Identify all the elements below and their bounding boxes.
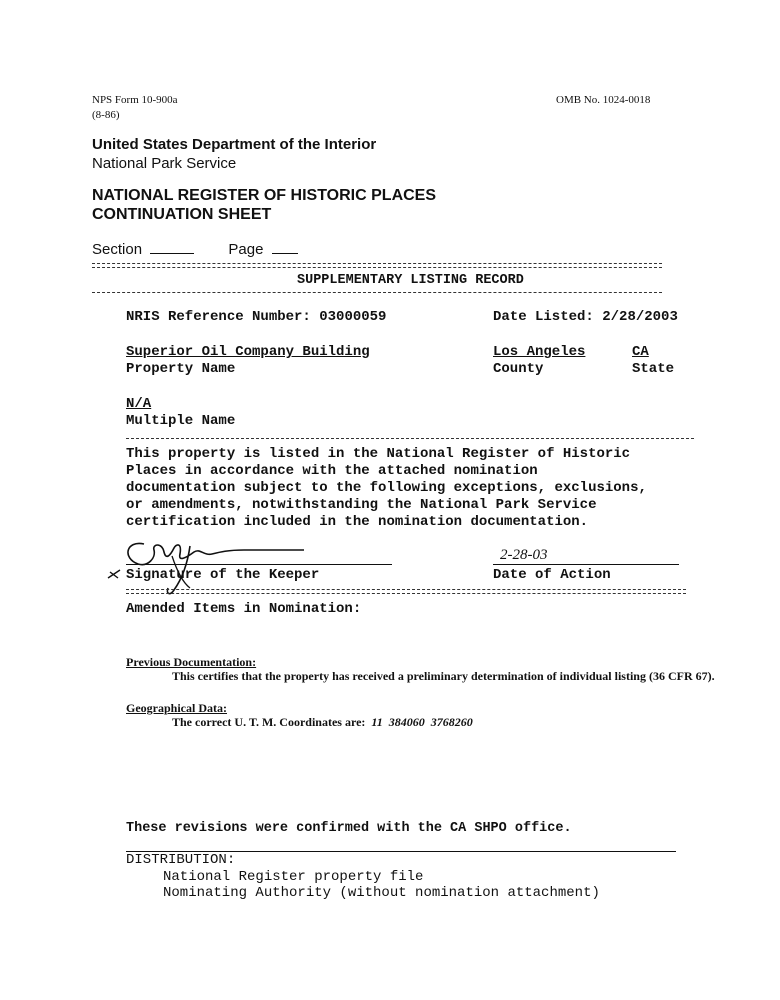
- geo-text-label: The correct U. T. M. Coordinates are:: [172, 715, 366, 729]
- statement-line-2: Places in accordance with the attached nomination: [126, 463, 538, 479]
- action-date-line: [493, 564, 679, 565]
- date-listed: [493, 309, 678, 325]
- amended-heading: Amended Items in Nomination:: [126, 601, 362, 617]
- geo-heading: Geographical Data:: [126, 701, 227, 715]
- distribution-item: National Register property file: [163, 869, 424, 885]
- page-label: Page: [228, 241, 264, 258]
- distribution-label: DISTRIBUTION:: [126, 852, 236, 868]
- section-page-line: [92, 241, 298, 258]
- date-listed-label: Date Listed:: [493, 309, 594, 325]
- nris-label: NRIS Reference Number:: [126, 309, 311, 325]
- omb-number: OMB No. 1024-0018: [556, 94, 651, 106]
- state-value: CA: [632, 344, 649, 360]
- record-heading: SUPPLEMENTARY LISTING RECORD: [297, 273, 524, 288]
- nris-reference: [126, 309, 386, 325]
- statement-line-4: or amendments, notwithstanding the National Park Service: [126, 497, 597, 513]
- signature-line: [126, 564, 392, 565]
- property-name-label: Property Name: [126, 361, 236, 377]
- date-listed-value: 2/28/2003: [602, 309, 678, 325]
- form-date: (8-86): [92, 109, 120, 121]
- property-name-value: Superior Oil Company Building: [126, 344, 370, 360]
- form-number: NPS Form 10-900a: [92, 94, 178, 106]
- multiple-name-value: N/A: [126, 396, 152, 412]
- utm-coordinates: 11 384060 3768260: [371, 715, 473, 729]
- statement-line-3: documentation subject to the following exceptions, exclusions,: [126, 480, 647, 496]
- department-name: United States Department of the Interior: [92, 136, 377, 153]
- geo-text: [172, 715, 473, 730]
- document-subtitle: CONTINUATION SHEET: [92, 206, 272, 223]
- document-title: NATIONAL REGISTER OF HISTORIC PLACES: [92, 187, 437, 204]
- keeper-signature-label: Signature of the Keeper: [126, 567, 320, 583]
- nris-value: 03000059: [319, 309, 387, 325]
- county-value: Los Angeles: [493, 344, 586, 360]
- record-heading-divider: [92, 292, 662, 293]
- county-label: County: [493, 361, 544, 377]
- state-label: State: [632, 361, 675, 377]
- page-blank: [272, 253, 298, 254]
- header-divider: [92, 263, 662, 268]
- keeper-signature-image: [104, 528, 304, 598]
- statement-divider: [126, 438, 694, 439]
- section-blank: [150, 253, 194, 254]
- statement-line-1: This property is listed in the National Register of Historic: [126, 446, 631, 462]
- action-date-handwritten: 2-28-03: [500, 547, 548, 563]
- previous-doc-heading: Previous Documentation:: [126, 655, 257, 669]
- distribution-item: Nominating Authority (without nomination attachment): [163, 885, 600, 901]
- multiple-name-label: Multiple Name: [126, 413, 236, 429]
- action-date-label: Date of Action: [493, 567, 611, 583]
- section-label: Section: [92, 241, 143, 258]
- previous-doc-text: This certifies that the property has received a preliminary determination of individual listing (36 CFR 67).: [172, 669, 715, 683]
- shpo-confirmation: These revisions were confirmed with the CA SHPO office.: [126, 821, 572, 836]
- statement-line-5: certification included in the nomination documentation.: [126, 514, 589, 530]
- signature-divider: [126, 589, 686, 594]
- service-name: National Park Service: [92, 155, 237, 172]
